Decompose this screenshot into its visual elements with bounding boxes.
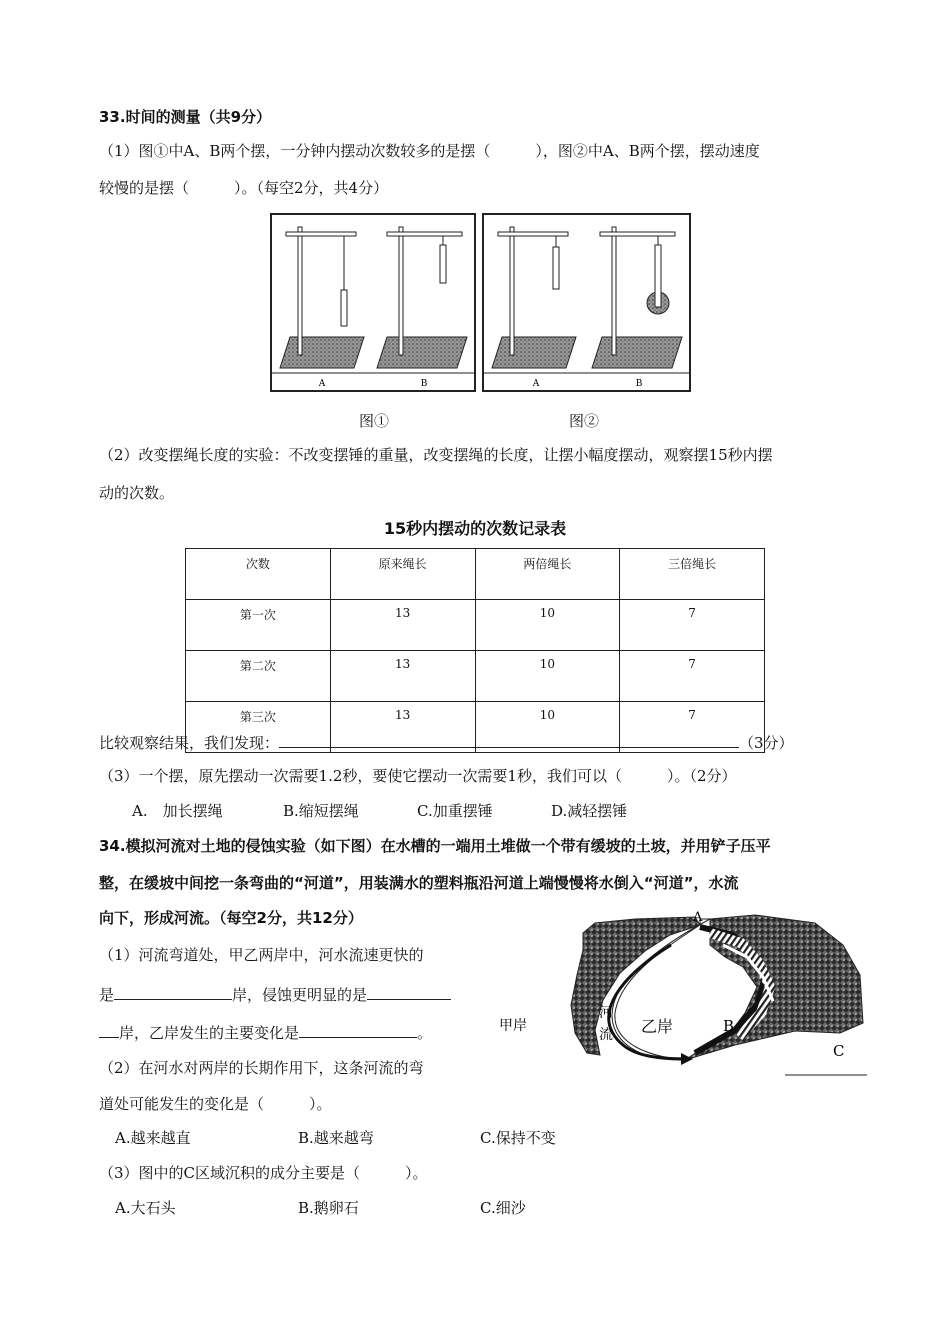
table-cell: 10 xyxy=(475,651,620,702)
table-title: 15秒内摆动的次数记录表 xyxy=(383,519,567,538)
table-header-cell: 两倍绳长 xyxy=(475,549,620,600)
q34-p1-prefix: 是 xyxy=(99,986,115,1004)
q34-p1-line3 xyxy=(99,1021,432,1044)
q34-p1-line1: （1）河流弯道处，甲乙两岸中，河水流速更快的 xyxy=(99,946,424,964)
river-label-jia: 甲岸 xyxy=(499,1018,527,1034)
q33-option-d: D.减轻摆锤 xyxy=(551,802,628,820)
q33-title: 33.时间的测量（共9分） xyxy=(99,108,272,126)
compare-score: （3分） xyxy=(739,734,794,752)
q33-p1-line1: （1）图①中A、B两个摆，一分钟内摆动次数较多的是摆（ ），图②中A、B两个摆，摆动速度 xyxy=(99,142,760,160)
table-cell: 13 xyxy=(330,651,475,702)
erosion-bank-blank[interactable] xyxy=(367,983,451,1000)
q34-p3-option-c: C.细沙 xyxy=(480,1199,526,1217)
table-cell: 第三次 xyxy=(186,702,331,753)
compare-prefix: 比较观察结果，我们发现： xyxy=(99,734,280,752)
q33-option-c: C.加重摆锤 xyxy=(417,802,493,820)
q34-intro-line2: 整，在缓坡中间挖一条弯曲的“河道”，用装满水的塑料瓶沿河道上端慢慢将水倒入“河道”，水流 xyxy=(99,874,739,892)
table-cell: 7 xyxy=(620,651,765,702)
q34-p2-line2: 道处可能发生的变化是（ ）。 xyxy=(99,1095,332,1113)
river-label-b: B xyxy=(723,1017,735,1035)
table-cell: 7 xyxy=(620,702,765,753)
q34-intro-line3: 向下，形成河流。（每空2分，共12分） xyxy=(99,909,363,927)
table-row xyxy=(186,651,765,702)
q33-p2-line1: （2）改变摆绳长度的实验：不改变摆锤的重量，改变摆绳的长度，让摆小幅度摆动，观察摆15秒内摆 xyxy=(99,446,773,464)
q34-p1-line3-mid: 岸，乙岸发生的主要变化是 xyxy=(119,1024,300,1042)
table-cell: 13 xyxy=(330,600,475,651)
q33-p1-line2: 较慢的是摆（ ）。（每空2分，共4分） xyxy=(99,179,389,197)
q33-option-a: A. 加长摆绳 xyxy=(132,802,223,820)
river-label-he: 河 xyxy=(599,1005,613,1021)
table-header-cell: 次数 xyxy=(186,549,331,600)
q34-p3-line: （3）图中的C区域沉积的成分主要是（ ）。 xyxy=(99,1164,428,1182)
fig2-label-a: A xyxy=(532,379,540,389)
q34-p3-option-a: A.大石头 xyxy=(115,1199,176,1217)
q34-p1-line3-end: 。 xyxy=(417,1024,433,1042)
river-label-a: A xyxy=(693,910,703,925)
q34-p1-mid: 岸，侵蚀更明显的是 xyxy=(232,986,368,1004)
table-header-cell: 原来绳长 xyxy=(330,549,475,600)
q33-p2-line2: 动的次数。 xyxy=(99,484,175,502)
q34-p1-line2 xyxy=(99,983,451,1006)
q33-p3-line: （3）一个摆，原先摆动一次需要1.2秒，要使它摆动一次需要1秒，我们可以（ ）。（2分） xyxy=(99,767,737,785)
table-header-row xyxy=(186,549,765,600)
q34-p2-option-b: B.越来越弯 xyxy=(298,1129,374,1147)
table-row xyxy=(186,600,765,651)
table-cell: 第二次 xyxy=(186,651,331,702)
swing-count-table xyxy=(185,548,765,753)
river-erosion-figure xyxy=(495,905,867,1080)
faster-bank-blank[interactable] xyxy=(114,983,232,1000)
fig2-caption: 图② xyxy=(569,412,600,430)
q34-intro-line1: 34.模拟河流对土地的侵蚀实验（如下图）在水槽的一端用土堆做一个带有缓坡的土坡，并用铲子压平 xyxy=(99,837,771,855)
table-cell: 7 xyxy=(620,600,765,651)
table-cell: 10 xyxy=(475,600,620,651)
pendulum-figure-1 xyxy=(270,213,476,392)
pendulum-figure-1-drawing xyxy=(272,215,474,390)
erosion-bank-blank-cont[interactable] xyxy=(99,1021,119,1038)
river-label-yi: 乙岸 xyxy=(641,1017,674,1036)
q34-p3-option-b: B.鹅卵石 xyxy=(298,1199,359,1217)
compare-answer-blank[interactable] xyxy=(279,731,739,748)
yi-bank-change-blank[interactable] xyxy=(299,1021,417,1038)
table-header-cell: 三倍绳长 xyxy=(620,549,765,600)
q33-option-b: B.缩短摆绳 xyxy=(283,802,359,820)
table-cell: 第一次 xyxy=(186,600,331,651)
fig1-label-b: B xyxy=(420,379,428,389)
q34-p2-line1: （2）在河水对两岸的长期作用下，这条河流的弯 xyxy=(99,1059,424,1077)
table-cell: 10 xyxy=(475,702,620,753)
river-label-liu: 流 xyxy=(599,1027,613,1043)
fig1-label-a: A xyxy=(318,379,326,389)
compare-line xyxy=(99,731,794,754)
fig2-label-b: B xyxy=(635,379,643,389)
pendulum-figure-2 xyxy=(482,213,691,392)
table-cell: 13 xyxy=(330,702,475,753)
q34-p2-option-a: A.越来越直 xyxy=(115,1129,191,1147)
river-label-c: C xyxy=(833,1042,845,1060)
river-erosion-drawing xyxy=(495,905,867,1080)
pendulum-figure-2-drawing xyxy=(484,215,689,390)
fig1-caption: 图① xyxy=(359,412,390,430)
q34-p2-option-c: C.保持不变 xyxy=(480,1129,556,1147)
